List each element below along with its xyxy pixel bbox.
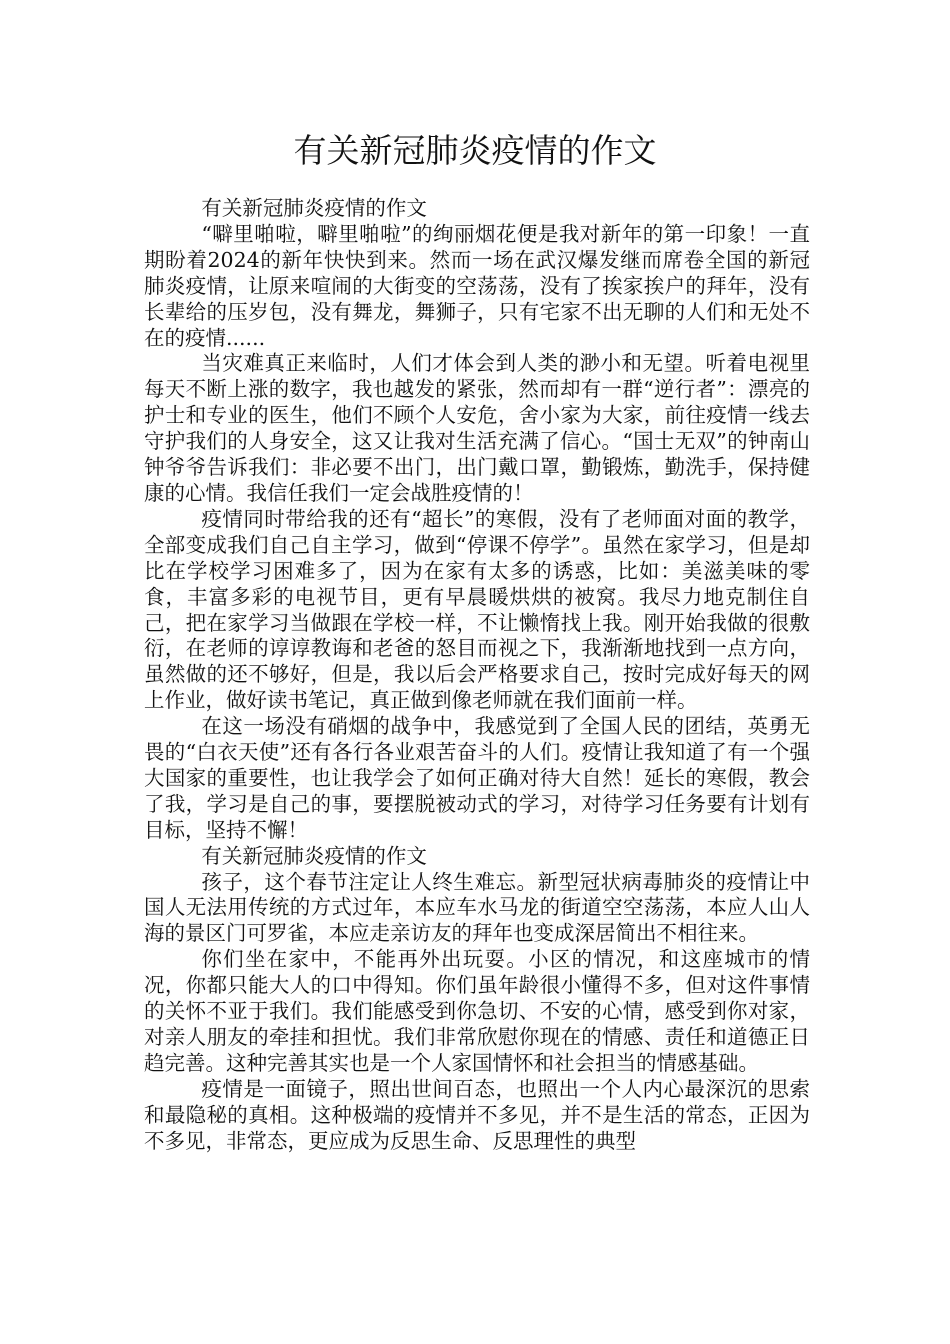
paragraph: 疫情同时带给我的还有“超长”的寒假，没有了老师面对面的教学，全部变成我们自己自主学习，做到“停课不停学”。虽然在家学习，但是却比在学校学习困难多了，因为在家有太多的诱惑，比如：美滋美味的零食，丰富多彩的电视节目，更有早晨暖烘烘的被窝。我尽力地克制住自己，把在家学习当做跟在学校一样，不让懒惰找上我。刚开始我做的很敷衍，在老师的谆谆教诲和老爸的怒目而视之下，我渐渐地找到一点方向，虽然做的还不够好，但是，我以后会严格要求自己，按时完成好每天的网上作业，做好读书笔记，真正做到像老师就在我们面前一样。 bbox=[144, 506, 810, 713]
paragraph: 你们坐在家中，不能再外出玩耍。小区的情况，和这座城市的情况，你都只能大人的口中得知。你们虽年龄很小懂得不多，但对这件事情的关怀不亚于我们。我们能感受到你急切、不安的心情，感受到你对家，对亲人朋友的牵挂和担忧。我们非常欣慰你现在的情感、责任和道德正日趋完善。这种完善其实也是一个人家国情怀和社会担当的情感基础。 bbox=[144, 947, 810, 1075]
document-body bbox=[144, 196, 810, 1155]
paragraph: 疫情是一面镜子，照出世间百态，也照出一个人内心最深沉的思索和最隐秘的真相。这种极端的疫情并不多见，并不是生活的常态，正因为不多见，非常态，更应成为反思生命、反思理性的典型 bbox=[144, 1076, 810, 1153]
paragraph-subtitle-2: 有关新冠肺炎疫情的作文 bbox=[201, 843, 427, 868]
paragraph: 孩子，这个春节注定让人终生难忘。新型冠状病毒肺炎的疫情让中国人无法用传统的方式过年，本应车水马龙的街道空空荡荡，本应人山人海的景区门可罗雀，本应走亲访友的拜年也变成深居简出不相往来。 bbox=[144, 869, 810, 946]
document-title: 有关新冠肺炎疫情的作文 bbox=[293, 131, 657, 170]
paragraph-subtitle-1: 有关新冠肺炎疫情的作文 bbox=[201, 196, 427, 220]
paragraph: 在这一场没有硝烟的战争中，我感觉到了全国人民的团结，英勇无畏的“白衣天使”还有各行各业艰苦奋斗的人们。疫情让我知道了有一个强大国家的重要性，也让我学会了如何正确对待大自然！延长的寒假，教会了我，学习是自己的事，要摆脱被动式的学习，对待学习任务要有计划有目标，坚持不懈！ bbox=[144, 714, 810, 842]
paragraph: 当灾难真正来临时，人们才体会到人类的渺小和无望。听着电视里每天不断上涨的数字，我也越发的紧张，然而却有一群“逆行者”：漂亮的护士和专业的医生，他们不顾个人安危，舍小家为大家，前往疫情一线去守护我们的人身安全，这又让我对生活充满了信心。“国士无双”的钟南山钟爷爷告诉我们：非必要不出门，出门戴口罩，勤锻炼，勤洗手，保持健康的心情。我信任我们一定会战胜疫情的！ bbox=[144, 351, 810, 505]
paragraph: “噼里啪啦，噼里啪啦”的绚丽烟花便是我对新年的第一印象！一直期盼着2024的新年快快到来。然而一场在武汉爆发继而席卷全国的新冠肺炎疫情，让原来喧闹的大街变的空荡荡，没有了挨家挨户的拜年，没有长辈给的压岁包，没有舞龙，舞狮子，只有宅家不出无聊的人们和无处不在的疫情...... bbox=[144, 221, 810, 350]
